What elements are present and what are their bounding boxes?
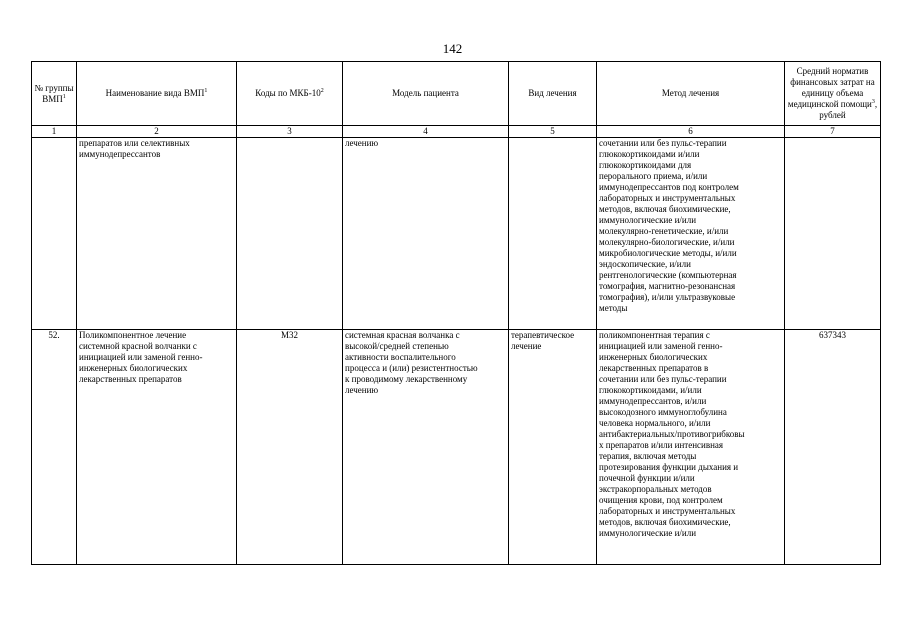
patient-model-cell: лечению: [343, 138, 509, 330]
financial-norm-cell: 637343: [785, 330, 881, 565]
header-financial-norm: Средний норматив финансовых затрат на единицу объема медицинской помощи$^3$, рублей: [785, 62, 881, 126]
group-number-cell: [32, 138, 77, 330]
treatment-method-cell: поликомпонентная терапия с инициацией или заменой генно- инженерных биологических лекарственных препаратов в сочетании или без пульс-терапии глюкокортикоидами, и/или иммунодепрессантов, и/или высокодозного иммуноглобулина человека нормального, и/или антибактериальных/противогрибковы х препаратов и/или интенсивная терапия, включая методы протезирования функции дыхания и почечной функции и/или экстракорпоральных методов очищения крови, под контролем лабораторных и инструментальных методов, включая биохимические, иммунологические и/или: [597, 330, 785, 565]
column-number-row: [32, 126, 881, 138]
header-patient-model: Модель пациента: [343, 62, 509, 126]
column-number: 3: [237, 126, 343, 138]
treatment-type-cell: терапевтическое лечение: [509, 330, 597, 565]
column-number: 2: [77, 126, 237, 138]
header-group-number: № группы ВМП$^1$: [32, 62, 77, 126]
header-treatment-method: Метод лечения: [597, 62, 785, 126]
column-number: 1: [32, 126, 77, 138]
treatment-method-cell: сочетании или без пульс-терапии глюкокортикоидами и/или глюкокортикоидами для перорального приема, и/или иммунодепрессантов под контролем лабораторных и инструментальных методов, включая биохимические, иммунологические и/или молекулярно-генетические, и/или молекулярно-биологические, и/или микробиологические методы, и/или эндоскопические, и/или рентгенологические (компьютерная томография, магнитно-резонансная томография), и/или ультразвуковые методы: [597, 138, 785, 330]
treatment-type-cell: [509, 138, 597, 330]
page-number: 142: [442, 41, 463, 56]
column-number: 4: [343, 126, 509, 138]
vmp-name-cell: препаратов или селективных иммунодепрессантов: [77, 138, 237, 330]
column-number: 7: [785, 126, 881, 138]
table-row: [32, 138, 881, 330]
vmp-name-cell: Поликомпонентное лечение системной красной волчанки с инициацией или заменой генно- инженерных биологических лекарственных препаратов: [77, 330, 237, 565]
header-row: [32, 62, 881, 126]
financial-norm-cell: [785, 138, 881, 330]
column-number: 5: [509, 126, 597, 138]
patient-model-cell: системная красная волчанка с высокой/средней степенью активности воспалительного процесса и (или) резистентностью к проводимому лекарственному лечению: [343, 330, 509, 565]
group-number-cell: 52.: [32, 330, 77, 565]
header-vmp-name: Наименование вида ВМП$^1$: [77, 62, 237, 126]
header-icd-codes: Коды по МКБ-$10^2$: [237, 62, 343, 126]
table-row: [32, 330, 881, 565]
header-treatment-type: Вид лечения: [509, 62, 597, 126]
icd-codes-cell: [237, 138, 343, 330]
icd-codes-cell: M32: [237, 330, 343, 565]
column-number: 6: [597, 126, 785, 138]
vmp-table: [31, 61, 881, 565]
